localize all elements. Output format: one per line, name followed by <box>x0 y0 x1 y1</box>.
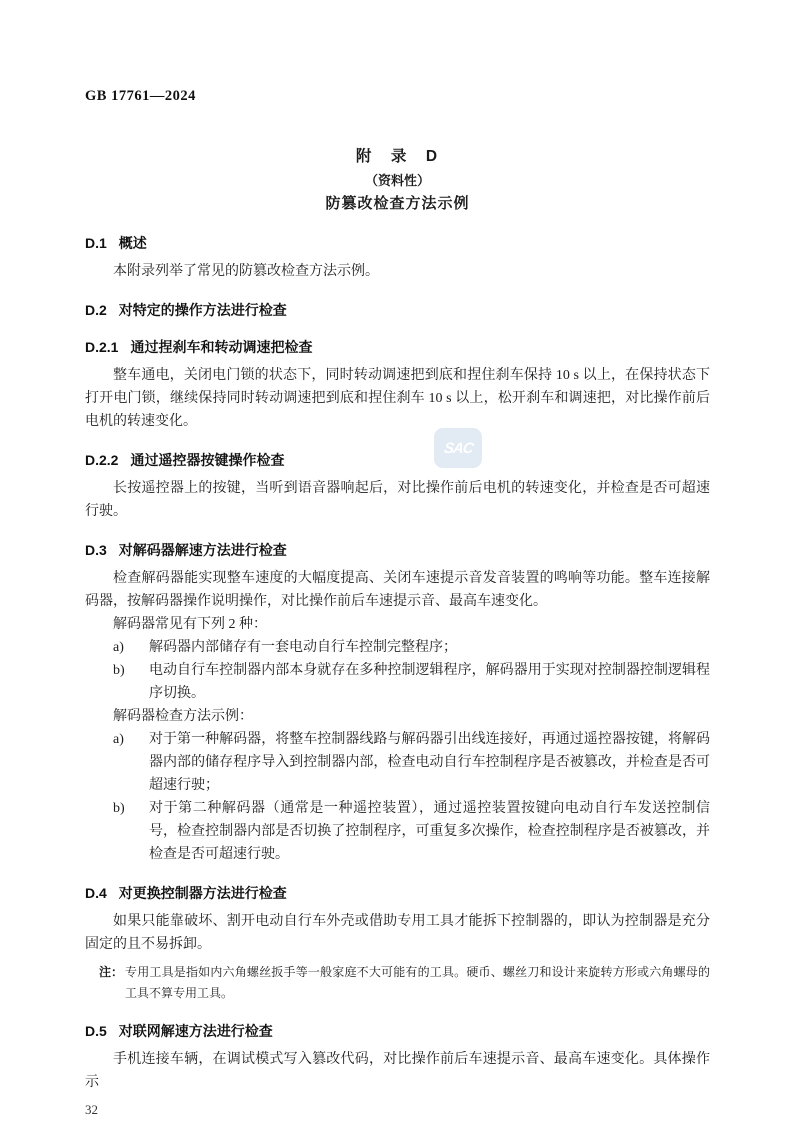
paragraph-d3-lead-types: 解码器常见有下列 2 种： <box>113 617 267 632</box>
section-number: D.2.1 <box>85 339 119 355</box>
document-code: GB 17761—2024 <box>85 88 196 104</box>
section-number: D.4 <box>85 885 107 901</box>
list-item-text: 电动自行车控制器内部本身就存在多种控制逻辑程序，解码器用于实现对控制器控制逻辑程序切换。 <box>149 663 710 701</box>
decoder-check-examples-list <box>85 728 710 866</box>
paragraph-d3-lead-examples: 解码器检查方法示例： <box>113 709 253 724</box>
section-title: 对特定的操作方法进行检查 <box>118 302 287 318</box>
list-item <box>85 659 710 705</box>
page-number: 32 <box>85 1102 98 1117</box>
section-heading-d2 <box>85 300 710 320</box>
section-number: D.2 <box>85 302 107 318</box>
list-item-text: 解码器内部储存有一套电动自行车控制完整程序； <box>149 640 457 655</box>
list-marker: a) <box>113 640 124 655</box>
paragraph-d2-1: 整车通电，关闭电门锁的状态下，同时转动调速把到底和捏住刹车保持 10 s 以上，在保持状态下打开电门锁，继续保持同时转动调速把到底和捏住刹车 10 s 以上，松开刹车和调速把，对比操作前后电机的转速变化。 <box>85 368 710 429</box>
note-text: 专用工具是指如内六角螺丝扳手等一般家庭不大可能有的工具。硬币、螺丝刀和设计来旋转方形或六角螺母的工具不算专用工具。 <box>125 965 710 1000</box>
decoder-types-list <box>85 636 710 705</box>
section-title: 对联网解速方法进行检查 <box>118 1023 273 1039</box>
appendix-title: 防篡改检查方法示例 <box>325 195 470 212</box>
section-heading-d1 <box>85 233 710 253</box>
section-number: D.3 <box>85 542 107 558</box>
list-marker: a) <box>113 732 124 747</box>
section-title: 概述 <box>118 235 147 251</box>
section-number: D.1 <box>85 235 107 251</box>
list-item <box>85 728 710 797</box>
note-block <box>85 962 710 1004</box>
sac-watermark-text: SAC <box>442 439 474 457</box>
note-label: 注： <box>99 965 124 979</box>
list-item-text: 对于第一种解码器，将整车控制器线路与解码器引出线连接好，再通过遥控器按键，将解码器内部的储存程序导入到控制器内部，检查电动自行车控制程序是否被篡改，并检查是否可超速行驶； <box>149 732 710 793</box>
paragraph-d5: 手机连接车辆，在调试模式写入篡改代码，对比操作前后车速提示音、最高车速变化。具体操作示 <box>85 1052 710 1090</box>
section-heading-d5 <box>85 1021 710 1041</box>
section-title: 通过捏刹车和转动调速把检查 <box>130 339 313 355</box>
list-item <box>85 636 710 659</box>
section-title: 通过遥控器按键操作检查 <box>130 452 285 468</box>
paragraph-d3-intro: 检查解码器能实现整车速度的大幅度提高、关闭车速提示音发音装置的鸣响等功能。整车连接解码器，按解码器操作说明操作，对比操作前后车速提示音、最高车速变化。 <box>85 571 710 609</box>
list-item-text: 对于第二种解码器（通常是一种遥控装置），通过遥控装置按键向电动自行车发送控制信号，检查控制器内部是否切换了控制程序，可重复多次操作，检查控制程序是否被篡改，并检查是否可超速行驶。 <box>149 801 710 862</box>
section-heading-d2-2 <box>85 450 710 470</box>
list-item <box>85 797 710 866</box>
section-title: 对解码器解速方法进行检查 <box>118 542 287 558</box>
appendix-title-block <box>85 145 710 216</box>
section-heading-d4 <box>85 883 710 903</box>
appendix-type: （资料性） <box>364 173 430 188</box>
paragraph-d1: 本附录列举了常见的防篡改检查方法示例。 <box>113 264 379 279</box>
list-marker: b) <box>113 663 125 678</box>
section-number: D.5 <box>85 1023 107 1039</box>
section-title: 对更换控制器方法进行检查 <box>118 885 287 901</box>
section-heading-d2-1 <box>85 337 710 357</box>
section-number: D.2.2 <box>85 452 119 468</box>
paragraph-d2-2: 长按遥控器上的按键，当听到语音器响起后，对比操作前后电机的转速变化，并检查是否可超速行驶。 <box>85 481 710 519</box>
appendix-label: 附 录 D <box>355 148 440 165</box>
list-marker: b) <box>113 801 125 816</box>
section-heading-d3 <box>85 540 710 560</box>
paragraph-d4: 如果只能靠破坏、割开电动自行车外壳或借助专用工具才能拆下控制器的，即认为控制器是充分固定的且不易拆卸。 <box>85 914 710 952</box>
